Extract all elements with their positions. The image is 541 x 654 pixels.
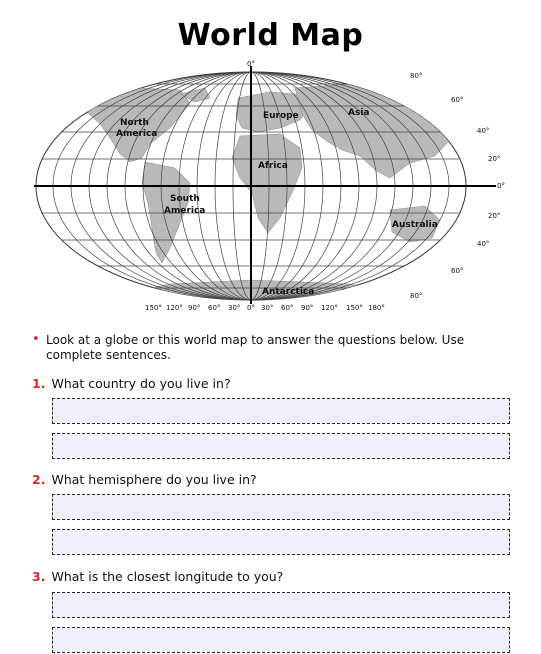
instructions xyxy=(32,333,512,363)
question-number: 2. xyxy=(32,472,46,487)
lon-label: 90° xyxy=(188,304,201,312)
longitude-labels xyxy=(145,304,385,312)
label-north-america-2: America xyxy=(116,129,158,139)
question-1 xyxy=(32,376,231,391)
lon-label: 150° xyxy=(145,304,162,312)
question-number: 3. xyxy=(32,569,46,584)
world-map-graphic xyxy=(30,58,516,314)
question-text: What is the closest longitude to you? xyxy=(51,569,284,584)
lon-label: 30° xyxy=(261,304,274,312)
lon-label: 90° xyxy=(301,304,314,312)
lat-label: 80° xyxy=(410,72,423,80)
question-2 xyxy=(32,472,257,487)
question-3 xyxy=(32,569,283,584)
label-europe: Europe xyxy=(263,111,299,121)
answer-1-line-2[interactable] xyxy=(52,433,510,459)
question-text: What hemisphere do you live in? xyxy=(51,472,257,487)
instructions-text: Look at a globe or this world map to answer the questions below. Use complete sentences. xyxy=(46,333,465,362)
lon-label: 120° xyxy=(321,304,338,312)
answer-3-line-2[interactable] xyxy=(52,627,510,653)
label-north-america-1: North xyxy=(120,118,149,128)
label-australia: Australia xyxy=(392,220,438,230)
lon-label: 180° xyxy=(368,304,385,312)
lat-label: 40° xyxy=(477,127,490,135)
lon-label: 30° xyxy=(228,304,241,312)
label-south-america-1: South xyxy=(170,194,200,204)
lon-label: 60° xyxy=(208,304,221,312)
prime-meridian-label: 0° xyxy=(247,60,255,68)
answer-1-line-1[interactable] xyxy=(52,398,510,424)
label-asia: Asia xyxy=(348,108,370,118)
answer-2-line-2[interactable] xyxy=(52,529,510,555)
lat-label: 80° xyxy=(410,292,423,300)
question-number: 1. xyxy=(32,376,46,391)
lon-label: 150° xyxy=(346,304,363,312)
label-africa: Africa xyxy=(258,161,288,171)
lon-label: 0° xyxy=(247,304,255,312)
label-antarctica: Antarctica xyxy=(262,287,315,297)
lat-label: 20° xyxy=(488,155,501,163)
lat-label: 40° xyxy=(477,240,490,248)
lat-label: 0° xyxy=(497,182,505,190)
lat-label: 60° xyxy=(451,267,464,275)
question-text: What country do you live in? xyxy=(51,376,231,391)
lon-label: 120° xyxy=(166,304,183,312)
lat-label: 60° xyxy=(451,96,464,104)
label-south-america-2: America xyxy=(164,206,206,216)
bullet: • xyxy=(32,332,40,347)
lat-label: 20° xyxy=(488,212,501,220)
answer-2-line-1[interactable] xyxy=(52,494,510,520)
worksheet-title: World Map xyxy=(177,18,364,53)
lon-label: 60° xyxy=(281,304,294,312)
world-map xyxy=(30,58,516,314)
answer-3-line-1[interactable] xyxy=(52,592,510,618)
